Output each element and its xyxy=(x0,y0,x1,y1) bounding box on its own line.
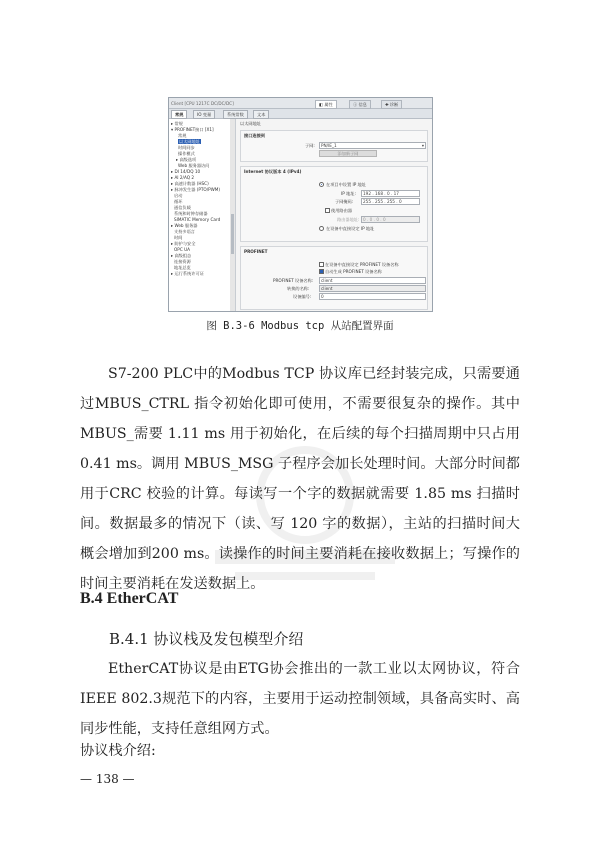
scrollbar-thumb[interactable] xyxy=(231,214,234,254)
tree-item[interactable]: ▸ 高级组态 xyxy=(171,253,192,258)
properties-icon: ◧ xyxy=(319,102,323,107)
tab-diagnostics[interactable]: ✚ 诊断 xyxy=(381,100,402,109)
paragraph-ethercat: EtherCAT协议是由ETG协会推出的一款工业以太网协议，符合IEEE 802.3规范下的内容，主要用于运动控制领域，具备高实时、高同步性能，支持任意组网方式。 xyxy=(80,661,520,737)
section-profinet xyxy=(240,246,428,310)
tree-item[interactable]: ▸ 运行系统许可证 xyxy=(171,271,204,276)
device-number-field[interactable]: 0 xyxy=(319,293,426,300)
tab-io-tags[interactable]: IO 变量 xyxy=(193,110,215,119)
subnet-label: 子网: xyxy=(305,143,315,148)
radio-label: 在项目中设置 IP 地址 xyxy=(326,182,366,187)
router-address-field[interactable]: 0 . 0 . 0 . 0 xyxy=(361,216,420,223)
tab-general[interactable]: 常规 xyxy=(171,110,187,119)
tree-item-selected[interactable]: 以太网地址 xyxy=(179,139,200,144)
properties-content xyxy=(236,119,432,311)
diagnostics-icon: ✚ xyxy=(385,102,389,107)
device-name-field[interactable]: client xyxy=(319,277,426,284)
tree-item[interactable]: ▸ 防护与安全 xyxy=(171,241,196,246)
tree-item[interactable]: 循环 xyxy=(174,199,183,204)
device-number-label: 设备编号: xyxy=(293,294,312,299)
section-ipv4 xyxy=(240,166,428,242)
tree-item[interactable]: ▸ Web 服务器 xyxy=(171,223,198,228)
tree-item[interactable]: ▸ DI 14/DQ 10 xyxy=(171,169,201,174)
set-ip-in-project-radio[interactable] xyxy=(319,182,324,187)
tab-properties[interactable]: ◧ 属性 xyxy=(315,100,337,109)
tree-item[interactable]: 常规 xyxy=(178,133,187,138)
chevron-down-icon: ▾ xyxy=(421,143,424,148)
tab-texts[interactable]: 文本 xyxy=(253,110,269,119)
tree-item[interactable]: 通信负载 xyxy=(174,205,191,210)
section-title: 接口连接到 xyxy=(244,133,265,138)
router-label: 路由器地址: xyxy=(337,217,360,222)
navigation-tree xyxy=(169,119,231,311)
use-router-checkbox[interactable] xyxy=(325,208,330,213)
ip-address-field[interactable]: 192 . 168 . 0 . 17 xyxy=(361,190,420,197)
tree-item[interactable]: ▸ 常规 xyxy=(171,121,183,126)
mask-label: 子网掩码: xyxy=(335,199,354,204)
subnet-select[interactable]: PN/IE_1 ▾ xyxy=(321,143,424,148)
converted-name-label: 转换的名称: xyxy=(287,286,310,291)
tree-item[interactable]: 支持多语言 xyxy=(174,229,195,234)
tree-item[interactable]: SIMATIC Memory Card xyxy=(174,217,221,222)
tree-item[interactable]: 系统和时钟存储器 xyxy=(174,211,208,216)
device-name-label: PROFINET 设备名称: xyxy=(273,278,314,283)
ip-label: IP 地址: xyxy=(341,191,356,196)
subnet-mask-field[interactable]: 255 . 255 . 255 . 0 xyxy=(361,198,420,205)
heading-b41: B.4.1 协议栈及发包模型介绍 xyxy=(109,630,304,648)
set-ip-on-device-radio[interactable] xyxy=(319,226,324,231)
checkbox-label: 使用路由器 xyxy=(331,208,352,213)
converted-name-field[interactable]: client xyxy=(319,285,426,292)
section-title: PROFINET xyxy=(244,249,268,254)
radio-label: 在设备中直接设定 IP 地址 xyxy=(326,226,375,231)
info-icon: ⓘ xyxy=(353,102,358,107)
section-title: Internet 协议版本 4 (IPv4) xyxy=(244,169,302,174)
paragraph-modbus: S7-200 PLC中的Modbus TCP 协议库已经封装完成，只需要通过MBUS_CTRL 指令初始化即可使用，不需要很复杂的操作。其中MBUS_需要 1.11 ms 用于初始化，在后续的每个扫描周期中只占用 0.41 ms。调用 MBUS_MSG 子程序会加长处理时间。大部分时间都用于CRC 校验的计算。每读写一个字的数据就需要 1.85 ms 扫描时间。数据最多的情况下（读、写 120 字的数据），主站的扫描时间大概会增加到200 ms。读操作的时间主要消耗在接收数据上；写操作的时间主要消耗在发送数据上。 xyxy=(80,366,520,592)
property-tabs xyxy=(169,109,432,119)
stack-intro: 协议栈介绍: xyxy=(80,743,156,759)
tab-info[interactable]: ⓘ 信息 xyxy=(349,100,371,109)
tree-item[interactable]: 地址总览 xyxy=(174,265,191,270)
tree-item[interactable]: ▾ PROFINET接口 [X1] xyxy=(171,127,214,132)
tree-item[interactable]: OPC UA xyxy=(174,247,191,252)
page-number: — 138 — xyxy=(80,772,135,786)
checkbox-label: 在设备中直接设定 PROFINET 设备名称 xyxy=(325,262,399,267)
auto-generate-name-checkbox[interactable] xyxy=(319,269,324,274)
checkbox-label: 自动生成 PROFINET 设备名称 xyxy=(325,269,382,274)
tree-item[interactable]: 时间同步 xyxy=(178,145,195,150)
tree-item[interactable]: Web 服务器访问 xyxy=(178,163,210,168)
window-title: Client [CPU 1217C DC/DC/DC] xyxy=(171,101,234,106)
tree-item[interactable]: ▸ AI 2/AQ 2 xyxy=(171,175,195,180)
tia-screenshot-figure xyxy=(168,97,433,312)
tab-system-constants[interactable]: 系统常数 xyxy=(223,110,248,119)
tree-item[interactable]: ▸ 高速计数器 (HSC) xyxy=(171,181,209,186)
breadcrumb: 以太网地址 xyxy=(240,121,261,126)
heading-b4: B.4 EtherCAT xyxy=(80,590,179,607)
tree-item[interactable]: 操作模式 xyxy=(178,151,195,156)
window-titlebar xyxy=(169,98,432,109)
add-subnet-button[interactable]: 添加新子网 xyxy=(319,150,377,157)
tree-item[interactable]: 启动 xyxy=(174,193,183,198)
section-interface xyxy=(240,130,428,162)
tree-item[interactable]: 时间 xyxy=(174,235,183,240)
tree-item[interactable]: ▸ 高级选项 xyxy=(176,157,197,162)
tree-item[interactable]: ▸ 脉冲发生器 (PTO/PWM) xyxy=(171,187,221,192)
set-name-on-device-checkbox[interactable] xyxy=(319,262,324,267)
figure-caption: 图 B.3-6 Modbus tcp 从站配置界面 xyxy=(206,320,394,332)
tree-item[interactable]: 连接资源 xyxy=(174,259,191,264)
